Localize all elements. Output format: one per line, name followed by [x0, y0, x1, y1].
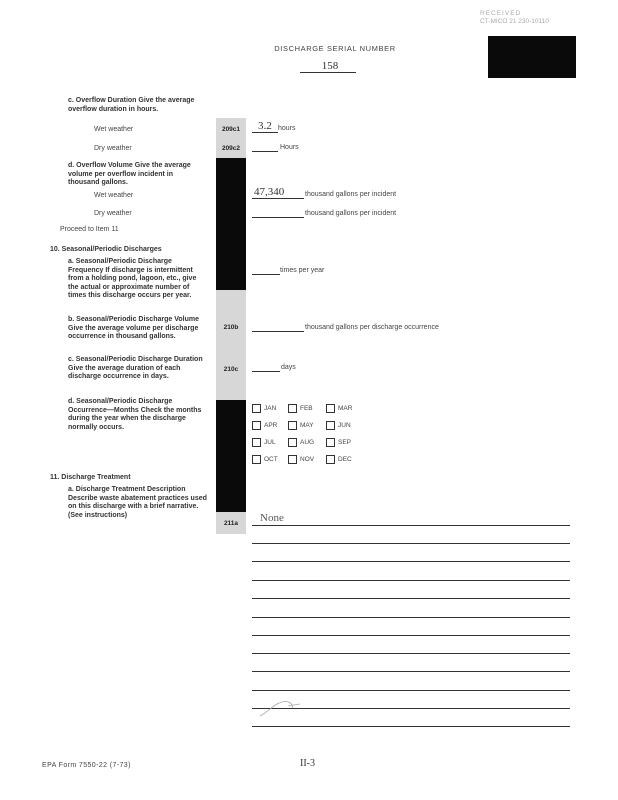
seasonal-volume-unit: thousand gallons per discharge occurrence [305, 324, 439, 331]
month-apr[interactable]: APR [252, 421, 277, 430]
checkbox-oct[interactable] [252, 455, 261, 464]
overflow-volume-wet-label: Wet weather [94, 192, 134, 199]
frequency-unit: times per year [280, 267, 325, 274]
code-209c2: 209c2 [221, 145, 241, 152]
code-209c1: 209c1 [221, 126, 241, 133]
month-nov[interactable]: NOV [288, 455, 314, 464]
checkbox-jun[interactable] [326, 421, 335, 430]
received-stamp [480, 10, 580, 26]
narrative-line-4 [252, 580, 570, 581]
narrative-line-6 [252, 617, 570, 618]
month-mar[interactable]: MAR [326, 404, 352, 413]
checkbox-jul[interactable] [252, 438, 261, 447]
checkbox-jan[interactable] [252, 404, 261, 413]
seasonal-volume-label: b. Seasonal/Periodic Discharge Volume Give the average volume per discharge occurrence in thousand gallons. [68, 316, 199, 340]
narrative-line-5 [252, 598, 570, 599]
treatment-heading: 11. Discharge Treatment [50, 474, 131, 481]
page-title: DISCHARGE SERIAL NUMBER [274, 44, 396, 53]
narrative-line-8 [252, 653, 570, 654]
checkbox-may[interactable] [288, 421, 297, 430]
seasonal-duration-unit: days [281, 364, 296, 371]
code-column-shade-1 [216, 118, 246, 158]
code-210c: 210c [223, 366, 239, 373]
narrative-line-3 [252, 561, 570, 562]
redaction-block-top [488, 36, 576, 78]
seasonal-heading: 10. Seasonal/Periodic Discharges [50, 246, 162, 253]
seasonal-frequency-label: a. Seasonal/Periodic Discharge Frequency If discharge is intermittent from a holding pond, lagoon, etc., give the actual or approximate number of times this discharge occurs per year. [68, 258, 197, 299]
overflow-duration-label: c. Overflow Duration Give the average overflow duration in hours. [68, 97, 195, 113]
redaction-column-1 [216, 158, 246, 290]
month-may[interactable]: MAY [288, 421, 314, 430]
month-dec[interactable]: DEC [326, 455, 352, 464]
checkbox-sep[interactable] [326, 438, 335, 447]
frequency-input[interactable] [252, 274, 280, 275]
month-jun[interactable]: JUN [326, 421, 351, 430]
overflow-volume-label: d. Overflow Volume Give the average volume per overflow incident in thousand gallons. [68, 162, 191, 186]
redaction-column-2 [216, 400, 246, 512]
dry-volume-unit: thousand gallons per incident [305, 210, 397, 217]
seasonal-months-label: d. Seasonal/Periodic Discharge Occurrence—Months Check the months during the year when the discharge normally occurs. [68, 398, 202, 431]
months-grid [252, 404, 372, 468]
narrative-line-7 [252, 635, 570, 636]
overflow-volume-dry-label: Dry weather [94, 210, 132, 217]
checkbox-apr[interactable] [252, 421, 261, 430]
wet-volume-unit: thousand gallons per incident [305, 191, 397, 198]
code-210b: 210b [223, 324, 239, 331]
month-oct[interactable]: OCT [252, 455, 278, 464]
narrative-line-12 [252, 726, 570, 727]
seasonal-duration-input[interactable] [252, 371, 280, 372]
proceed-instruction: Proceed to Item 11 [60, 226, 119, 233]
seasonal-volume-input[interactable] [252, 331, 304, 332]
serial-underline [300, 72, 356, 73]
seasonal-duration-label: c. Seasonal/Periodic Discharge Duration Give the average duration of each discharge occurrence in days. [68, 356, 203, 380]
month-aug[interactable]: AUG [288, 438, 314, 447]
narrative-line-2 [252, 543, 570, 544]
form-number: EPA Form 7550-22 (7-73) [42, 762, 131, 769]
month-jan[interactable]: JAN [252, 404, 276, 413]
serial-number: 158 [321, 60, 339, 72]
narrative-line-10 [252, 690, 570, 691]
narrative-line-9 [252, 671, 570, 672]
dry-duration-unit: Hours [280, 144, 299, 151]
checkbox-mar[interactable] [326, 404, 335, 413]
dry-volume-input[interactable] [252, 217, 304, 218]
dry-duration-input[interactable] [252, 151, 278, 152]
month-feb[interactable]: FEB [288, 404, 313, 413]
treatment-label: a. Discharge Treatment Description Describe waste abatement practices used on this discharge with a brief narrative. (See instructions) [68, 486, 207, 519]
wet-duration-value[interactable]: 3.2 [258, 120, 272, 132]
checkbox-aug[interactable] [288, 438, 297, 447]
wet-volume-underline [252, 198, 304, 199]
checkbox-feb[interactable] [288, 404, 297, 413]
page-number: II-3 [300, 758, 315, 769]
overflow-duration-dry-label: Dry weather [94, 145, 132, 152]
month-jul[interactable]: JUL [252, 438, 276, 447]
narrative-line-1 [252, 525, 570, 526]
checkbox-nov[interactable] [288, 455, 297, 464]
stamp-line-1: RECEIVED [480, 10, 522, 17]
wet-volume-value[interactable]: 47,340 [254, 186, 285, 198]
stamp-line-2: CT-MICO 21 230-10110 [480, 18, 549, 25]
treatment-value[interactable]: None [260, 512, 284, 524]
pen-mark-icon [258, 696, 308, 720]
wet-duration-unit: hours [278, 125, 296, 132]
month-sep[interactable]: SEP [326, 438, 351, 447]
wet-duration-underline [252, 132, 278, 133]
overflow-duration-wet-label: Wet weather [94, 126, 134, 133]
checkbox-dec[interactable] [326, 455, 335, 464]
code-211a: 211a [223, 520, 239, 527]
